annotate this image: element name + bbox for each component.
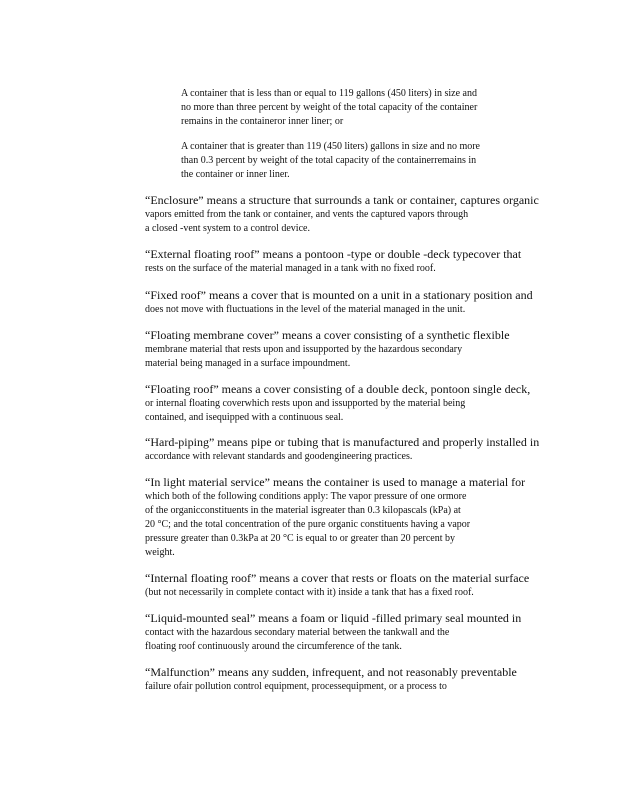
definition-fixed-roof-heading: “Fixed roof” means a cover that is mounted on a unit in a stationary position and [145, 288, 533, 302]
sublist-line: no more than three percent by weight of the total capacity of the container [181, 102, 478, 113]
definition-line: or internal floating coverwhich rests upon and issupported by the material being [145, 398, 466, 409]
definition-line: pressure greater than 0.3kPa at 20 °C is equal to or greater than 20 percent by [145, 533, 456, 544]
definition-hard-piping-heading: “Hard-piping” means pipe or tubing that is manufactured and properly installed in [145, 435, 540, 449]
definition-external-floating-roof-heading: “External floating roof” means a pontoon -type or double -deck typecover that [145, 247, 522, 261]
definition-enclosure-heading: “Enclosure” means a structure that surrounds a tank or container, captures organic [145, 193, 539, 207]
definition-floating-membrane-cover-heading: “Floating membrane cover” means a cover consisting of a synthetic flexible [145, 328, 510, 342]
sublist-line: remains in the containeror inner liner; or [181, 116, 344, 127]
sublist-line: A container that is greater than 119 (450 liters) gallons in size and no more [181, 141, 480, 152]
definition-line: material being managed in a surface impoundment. [145, 358, 351, 369]
definition-line: of the organicconstituents in the material isgreater than 0.3 kilopascals (kPa) at [145, 505, 461, 516]
sublist-line: the container or inner liner. [181, 169, 290, 180]
definition-line: weight. [145, 547, 175, 558]
definition-line: a closed -vent system to a control device. [145, 223, 310, 234]
definition-line: failure ofair pollution control equipment, processequipment, or a process to [145, 681, 447, 692]
definition-line: rests on the surface of the material managed in a tank with no fixed roof. [145, 263, 436, 274]
definition-line: which both of the following conditions apply: The vapor pressure of one ormore [145, 491, 467, 502]
sublist-line: than 0.3 percent by weight of the total capacity of the containerremains in [181, 155, 477, 166]
definition-malfunction-heading: “Malfunction” means any sudden, infrequent, and not reasonably preventable [145, 665, 517, 679]
definition-line: membrane material that rests upon and issupported by the hazardous secondary [145, 344, 463, 355]
definition-line: (but not necessarily in complete contact with it) inside a tank that has a fixed roof. [145, 587, 474, 598]
definition-floating-roof-heading: “Floating roof” means a cover consisting of a double deck, pontoon single deck, [145, 382, 531, 396]
definition-line: does not move with fluctuations in the level of the material managed in the unit. [145, 304, 466, 315]
definition-internal-floating-roof-heading: “Internal floating roof” means a cover that rests or floats on the material surface [145, 571, 530, 585]
definition-in-light-material-service-heading: “In light material service” means the container is used to manage a material for [145, 475, 526, 489]
sublist-line: A container that is less than or equal to 119 gallons (450 liters) in size and [181, 88, 477, 99]
definition-line: floating roof continuously around the circumference of the tank. [145, 641, 402, 652]
definition-line: 20 °C; and the total concentration of the pure organic constituents having a vapor [145, 519, 471, 530]
definition-line: accordance with relevant standards and goodengineering practices. [145, 451, 413, 462]
definition-line: contained, and isequipped with a continuous seal. [145, 412, 344, 423]
definition-line: contact with the hazardous secondary material between the tankwall and the [145, 627, 450, 638]
definition-line: vapors emitted from the tank or container, and vents the captured vapors through [145, 209, 469, 220]
definition-liquid-mounted-seal-heading: “Liquid-mounted seal” means a foam or liquid -filled primary seal mounted in [145, 611, 522, 625]
